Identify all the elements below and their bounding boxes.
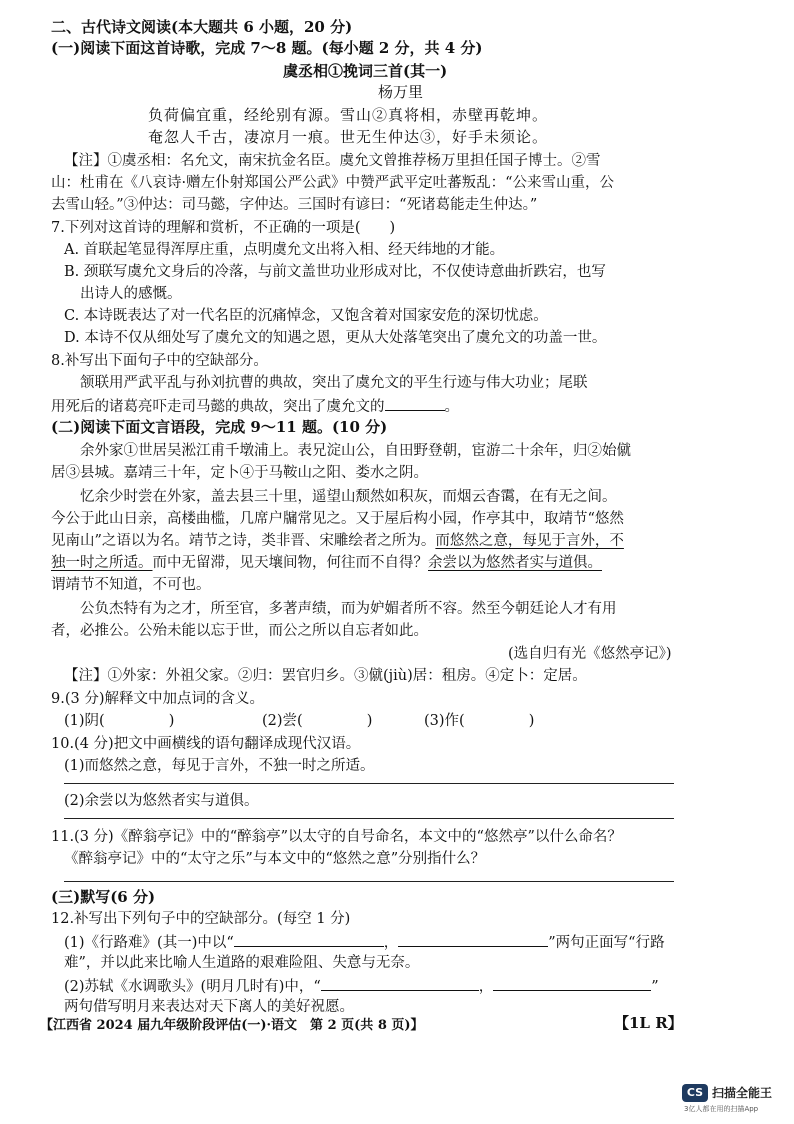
- passage-p2-line-2: 今公于此山日亲，高楼曲槛，几席户牖常见之。又于屋后构小园，作亭其中，取靖节“悠然: [51, 511, 624, 527]
- q12-item-1-line-1: [64, 932, 665, 952]
- passage-source: (选自归有光《悠然亭记》): [508, 646, 672, 662]
- section-title: 二、古代诗文阅读(本大题共 6 小题，20 分): [51, 18, 353, 36]
- q11-line-2: 《醉翁亭记》中的“太守之乐”与本文中的“悠然之意”分别指什么？: [64, 851, 486, 867]
- poem-title: 虞丞相①挽词三首(其一): [283, 62, 448, 80]
- q8-end: 。: [444, 399, 459, 415]
- passage-p2-line-3-text: 见南山”之语以为名。靖节之诗，类非晋、宋雕绘者之所为。: [51, 533, 436, 549]
- q10-item-2: (2)余尝以为悠然者实与道俱。: [64, 793, 259, 809]
- part3-title: (三)默写(6 分): [51, 888, 156, 906]
- footer-code: 【1L R】: [614, 1014, 683, 1032]
- q7-option-b-line-1: B. 颈联写虞允文身后的冷落，与前文盖世功业形成对比，不仅使诗意曲折跌宕，也写: [64, 264, 606, 280]
- q7-option-b-line-2: 出诗人的感慨。: [80, 286, 182, 302]
- passage-p2-line-4-text: 而中无留滞，见天壤间物，何往而不自得？: [152, 555, 428, 571]
- watermark-tagline: 3亿人都在用的扫描App: [684, 1105, 759, 1113]
- q9-item-1-label: (1)阴(: [64, 713, 105, 729]
- poem-note-line-3: 去雪山轻。”③仲达：司马懿，字仲达。三国时有谚曰：“死诸葛能走生仲达。”: [51, 197, 538, 213]
- q7-stem: 7.下列对这首诗的理解和赏析，不正确的一项是( ): [51, 220, 396, 236]
- q9-item-2-close: ): [366, 713, 373, 729]
- q10-stem: 10.(4 分)把文中画横线的语句翻译成现代汉语。: [51, 736, 361, 752]
- q12-2-blank-1[interactable]: [321, 976, 479, 991]
- passage-p2-line-5: 谓靖节不知道，不可也。: [51, 577, 211, 593]
- q10-item-1: (1)而悠然之意，每见于言外，不独一时之所适。: [64, 758, 375, 774]
- poem-line-1: 负荷偏宜重，经纶别有源。雪山②真将相，赤壁再乾坤。: [148, 106, 549, 124]
- q11-line-1: 11.(3 分)《醉翁亭记》中的“醉翁亭”以太守的自号命名，本文中的“悠然亭”以什么命名？: [51, 829, 622, 845]
- q7-option-a: A. 首联起笔显得浑厚庄重，点明虞允文出将入相、经天纬地的才能。: [64, 242, 505, 258]
- q12-2-suffix: ”: [651, 979, 659, 995]
- q12-2-blank-2[interactable]: [493, 976, 651, 991]
- q8-stem: 8.补写出下面句子中的空缺部分。: [51, 353, 268, 369]
- q12-1-blank-2[interactable]: [398, 932, 548, 947]
- q12-1-blank-1[interactable]: [234, 932, 384, 947]
- q9-item-1-close: ): [168, 713, 175, 729]
- q8-text: 用死后的诸葛亮吓走司马懿的典故，突出了虞允文的: [51, 399, 385, 415]
- q12-item-2-line-2: 两句借写明月来表达对天下离人的美好祝愿。: [64, 999, 354, 1015]
- passage-p2-line-3: [51, 532, 624, 550]
- part2-instruction: (二)阅读下面文言语段，完成 9～11 题。(10 分): [51, 418, 388, 436]
- q9-item-2-label: (2)尝(: [262, 713, 303, 729]
- passage-p3-line-1: 公负杰特有为之才，所至官，多著声绩，而为妒媚者所不容。然至今朝廷论人才有用: [80, 601, 617, 617]
- q12-item-2-line-1: [64, 976, 659, 996]
- q9-item-3-close: ): [528, 713, 535, 729]
- camscanner-logo-icon: CS: [682, 1084, 708, 1102]
- q11-answer-line[interactable]: [64, 881, 674, 882]
- q12-1-suffix: ”两句正面写“行路: [548, 935, 665, 951]
- q10-answer-line-2[interactable]: [64, 818, 674, 819]
- passage-p2-line-4: [51, 554, 602, 572]
- q8-line-2: [51, 396, 459, 416]
- underlined-sentence-2: 余尝以为悠然者实与道俱。: [428, 555, 602, 571]
- q9-item-2[interactable]: [262, 712, 372, 730]
- q12-item-1-line-2: 难”，并以此来比喻人生道路的艰难险阻、失意与无奈。: [64, 955, 420, 971]
- poem-author: 杨万里: [378, 83, 424, 101]
- q12-1-prefix: (1)《行路难》(其一)中以“: [64, 935, 234, 951]
- q7-option-d: D. 本诗不仅从细处写了虞允文的知遇之恩，更从大处落笔突出了虞允文的功盖一世。: [64, 330, 607, 346]
- q9-item-3-label: (3)作(: [424, 713, 465, 729]
- passage-note: 【注】①外家：外祖父家。②归：罢官归乡。③僦(jiù)居：租房。④定卜：定居。: [64, 668, 587, 684]
- underlined-sentence-1-part-2: 独一时之所适。: [51, 555, 153, 571]
- watermark-app-name: 扫描全能王: [712, 1086, 773, 1100]
- q9-stem: 9.(3 分)解释文中加点词的含义。: [51, 691, 264, 707]
- q12-1-comma: ，: [383, 935, 399, 951]
- q12-2-prefix: (2)苏轼《水调歌头》(明月几时有)中，“: [64, 979, 321, 995]
- passage-p3-line-2: 者，必推公。公殆未能以忘于世，而公之所以自忘者如此。: [51, 623, 428, 639]
- q8-answer-blank[interactable]: [385, 396, 445, 411]
- q12-stem: 12.补写出下列句子中的空缺部分。(每空 1 分): [51, 911, 351, 927]
- passage-p1-line-1: 余外家①世居吴淞江甫千墩浦上。表兄淀山公，自田野登朝，宦游二十余年，归②始僦: [80, 443, 631, 459]
- passage-p1-line-2: 居③县城。嘉靖三十年，定卜④于马鞍山之阳、娄水之阴。: [51, 465, 428, 481]
- footer-exam-info: 【江西省 2024 届九年级阶段评估(一)·语文 第 2 页(共 8 页)】: [40, 1018, 424, 1033]
- q10-answer-line-1[interactable]: [64, 783, 674, 784]
- part1-instruction: (一)阅读下面这首诗歌，完成 7～8 题。(每小题 2 分，共 4 分): [51, 39, 483, 57]
- q7-option-c: C. 本诗既表达了对一代名臣的沉痛悼念，又饱含着对国家安危的深切忧虑。: [64, 308, 548, 324]
- poem-note-line-1: 【注】①虞丞相：名允文，南宋抗金名臣。虞允文曾推荐杨万里担任国子博士。②雪: [64, 153, 601, 169]
- q8-line-1: 颔联用严武平乱与孙刘抗曹的典故，突出了虞允文的平生行迹与伟大功业；尾联: [80, 375, 588, 391]
- underlined-sentence-1-part-1: 而悠然之意，每见于言外，不: [435, 533, 624, 549]
- poem-line-2: 奄忽人千古，凄凉月一痕。世无生仲达③，好手未须论。: [148, 128, 549, 146]
- q9-item-1[interactable]: [64, 712, 174, 730]
- poem-note-line-2: 山：杜甫在《八哀诗·赠左仆射郑国公严公武》中赞严武平定吐蕃叛乱：“公来雪山重，公: [51, 175, 615, 191]
- passage-p2-line-1: 忆余少时尝在外家，盖去县三十里，遥望山颓然如积灰，而烟云杳霭，在有无之间。: [80, 489, 617, 505]
- q9-item-3[interactable]: [424, 712, 534, 730]
- q12-2-comma: ，: [478, 979, 494, 995]
